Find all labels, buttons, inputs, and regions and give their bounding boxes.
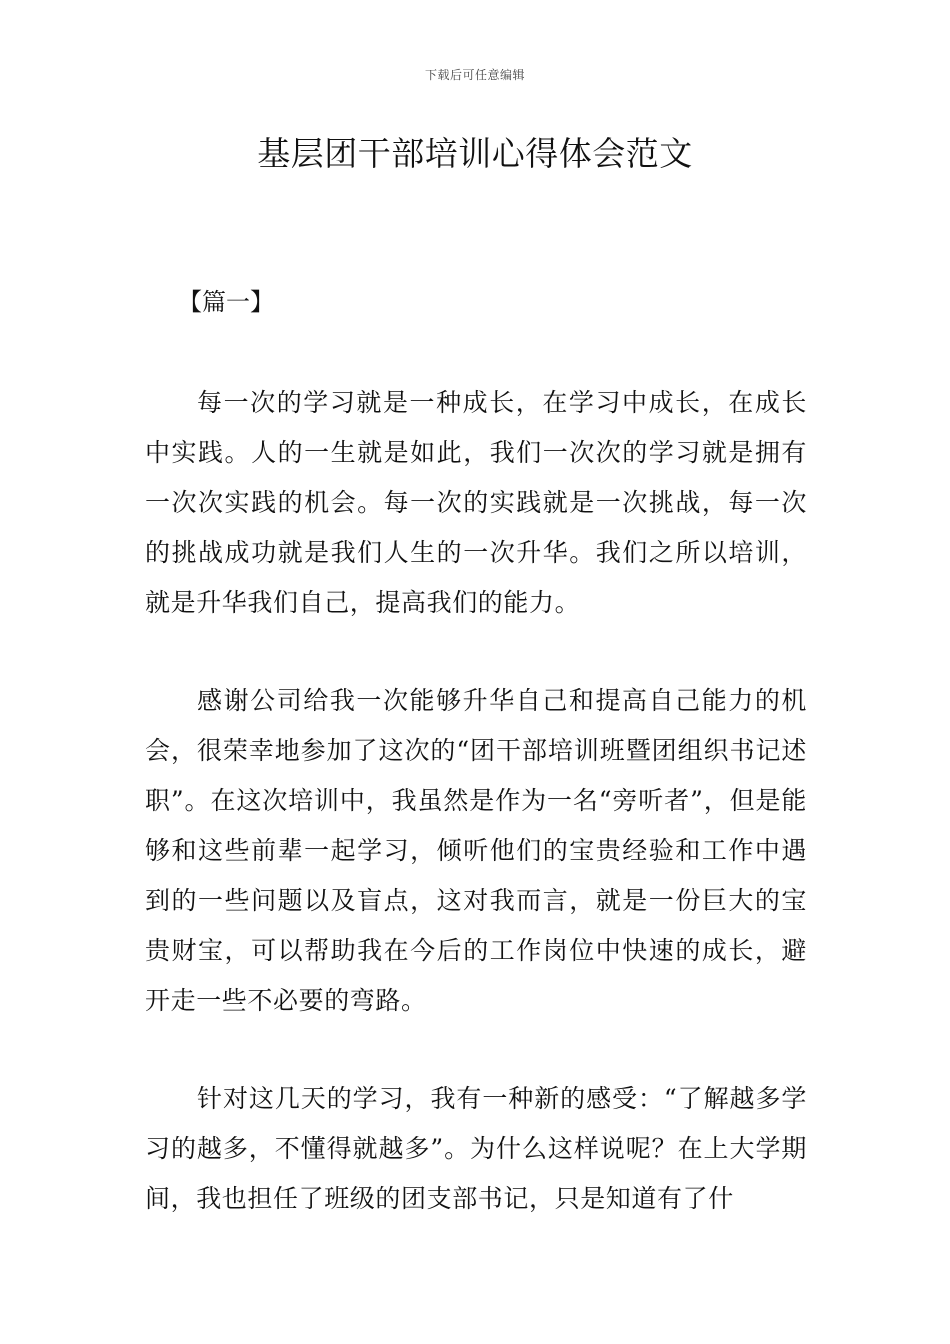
document-body (145, 378, 807, 1272)
header-note: 下载后可任意编辑 (424, 68, 525, 82)
section-heading: 【篇一】 (178, 288, 274, 316)
document-title: 基层团干部培训心得体会范文 (257, 134, 693, 173)
paragraph-1: 每一次的学习就是一种成长，在学习中成长，在成长中实践。人的一生就是如此，我们一次次的学习就是拥有一次次实践的机会。每一次的实践就是一次挑战，每一次的挑战成功就是我们人生的一次升华。我们之所以培训，就是升华我们自己，提高我们的能力。 (145, 388, 807, 617)
paragraph-3: 针对这几天的学习，我有一种新的感受：“了解越多学习的越多，不懂得就越多”。为什么这样说呢？在上大学期间，我也担任了班级的团支部书记，只是知道有了什 (145, 1084, 807, 1213)
paragraph-2: 感谢公司给我一次能够升华自己和提高自己能力的机会，很荣幸地参加了这次的“团干部培训班暨团组织书记述职”。在这次培训中，我虽然是作为一名“旁听者”，但是能够和这些前辈一起学习，倾听他们的宝贵经验和工作中遇到的一些问题以及盲点，这对我而言，就是一份巨大的宝贵财宝，可以帮助我在今后的工作岗位中快速的成长，避开走一些不必要的弯路。 (145, 686, 807, 1015)
